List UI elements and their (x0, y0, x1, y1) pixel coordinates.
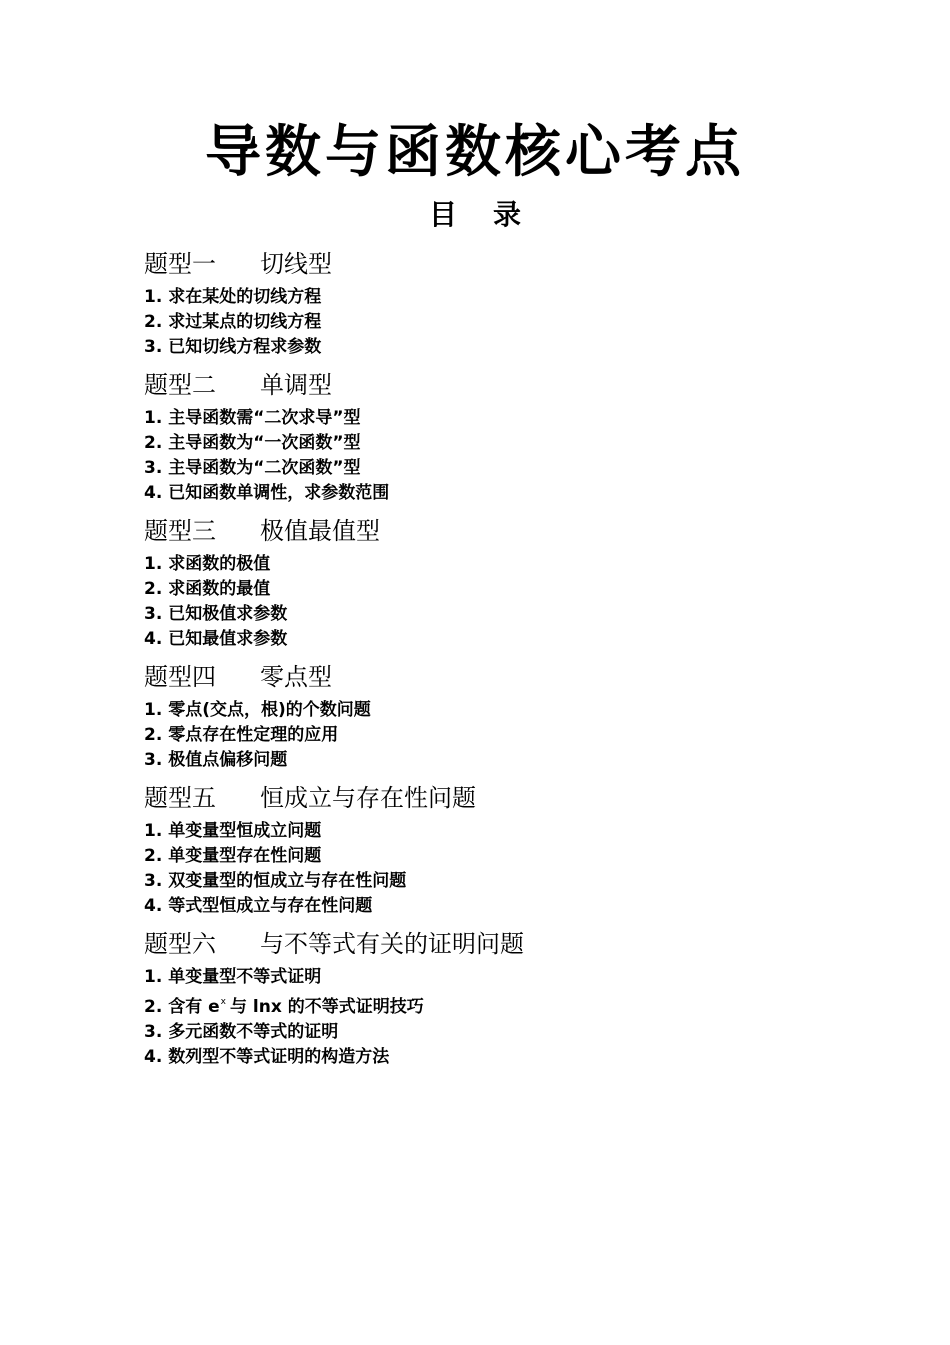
toc-item: 1. 单变量型不等式证明 (144, 967, 322, 987)
section-name: 切线型 (260, 250, 332, 278)
toc-item: 2. 求过某点的切线方程 (144, 312, 322, 332)
section-label: 题型五 (144, 784, 216, 812)
section-heading (144, 781, 844, 815)
toc-heading-char: 录 (493, 198, 522, 231)
toc-section (144, 781, 844, 919)
toc-section (144, 368, 844, 506)
section-name: 零点型 (260, 663, 332, 691)
toc-item: 1. 主导函数需“二次求导”型 (144, 408, 361, 428)
section-heading (144, 514, 844, 548)
toc-item: 3. 已知极值求参数 (144, 604, 288, 624)
toc-item: 2. 零点存在性定理的应用 (144, 725, 339, 745)
superscript: x (220, 997, 226, 1007)
toc-item: 3. 主导函数为“二次函数”型 (144, 458, 361, 478)
toc-item: 3. 多元函数不等式的证明 (144, 1022, 339, 1042)
section-item-list (144, 406, 844, 506)
toc-item-text: 与 lnx 的不等式证明技巧 (229, 997, 424, 1017)
toc-item: 4. 等式型恒成立与存在性问题 (144, 896, 373, 916)
section-label: 题型四 (144, 663, 216, 691)
toc-item: 1. 求函数的极值 (144, 554, 271, 574)
toc-item: 3. 极值点偏移问题 (144, 750, 288, 770)
section-name: 恒成立与存在性问题 (260, 784, 476, 812)
toc-heading (0, 196, 950, 234)
section-name: 与不等式有关的证明问题 (260, 930, 524, 958)
table-of-contents (144, 247, 844, 1078)
section-item-list (144, 552, 844, 652)
toc-item: 4. 数列型不等式证明的构造方法 (144, 1047, 390, 1067)
document-title: 导数与函数核心考点 (205, 119, 745, 185)
section-item-list (144, 698, 844, 773)
section-label: 题型二 (144, 371, 216, 399)
toc-item: 3. 已知切线方程求参数 (144, 337, 322, 357)
section-heading (144, 247, 844, 281)
toc-item-text: 2. 含有 e (144, 997, 220, 1017)
toc-item: 2. 单变量型存在性问题 (144, 846, 322, 866)
toc-item: 1. 求在某处的切线方程 (144, 287, 322, 307)
section-item-list (144, 285, 844, 360)
toc-item: 4. 已知最值求参数 (144, 629, 288, 649)
toc-item: 2. 主导函数为“一次函数”型 (144, 433, 361, 453)
section-label: 题型一 (144, 250, 216, 278)
section-name: 极值最值型 (260, 517, 380, 545)
toc-section (144, 927, 844, 1070)
section-heading (144, 927, 844, 961)
toc-section (144, 660, 844, 773)
toc-item: 3. 双变量型的恒成立与存在性问题 (144, 871, 407, 891)
section-name: 单调型 (260, 371, 332, 399)
toc-section (144, 514, 844, 652)
toc-item: 4. 已知函数单调性，求参数范围 (144, 483, 390, 503)
section-label: 题型六 (144, 930, 216, 958)
toc-heading-char: 目 (428, 198, 457, 231)
toc-item: 1. 零点(交点，根)的个数问题 (144, 700, 371, 720)
toc-section (144, 247, 844, 360)
section-item-list (144, 819, 844, 919)
toc-item (144, 990, 844, 1020)
section-item-list (144, 965, 844, 1070)
toc-item: 1. 单变量型恒成立问题 (144, 821, 322, 841)
section-label: 题型三 (144, 517, 216, 545)
section-heading (144, 368, 844, 402)
section-heading (144, 660, 844, 694)
toc-item: 2. 求函数的最值 (144, 579, 271, 599)
